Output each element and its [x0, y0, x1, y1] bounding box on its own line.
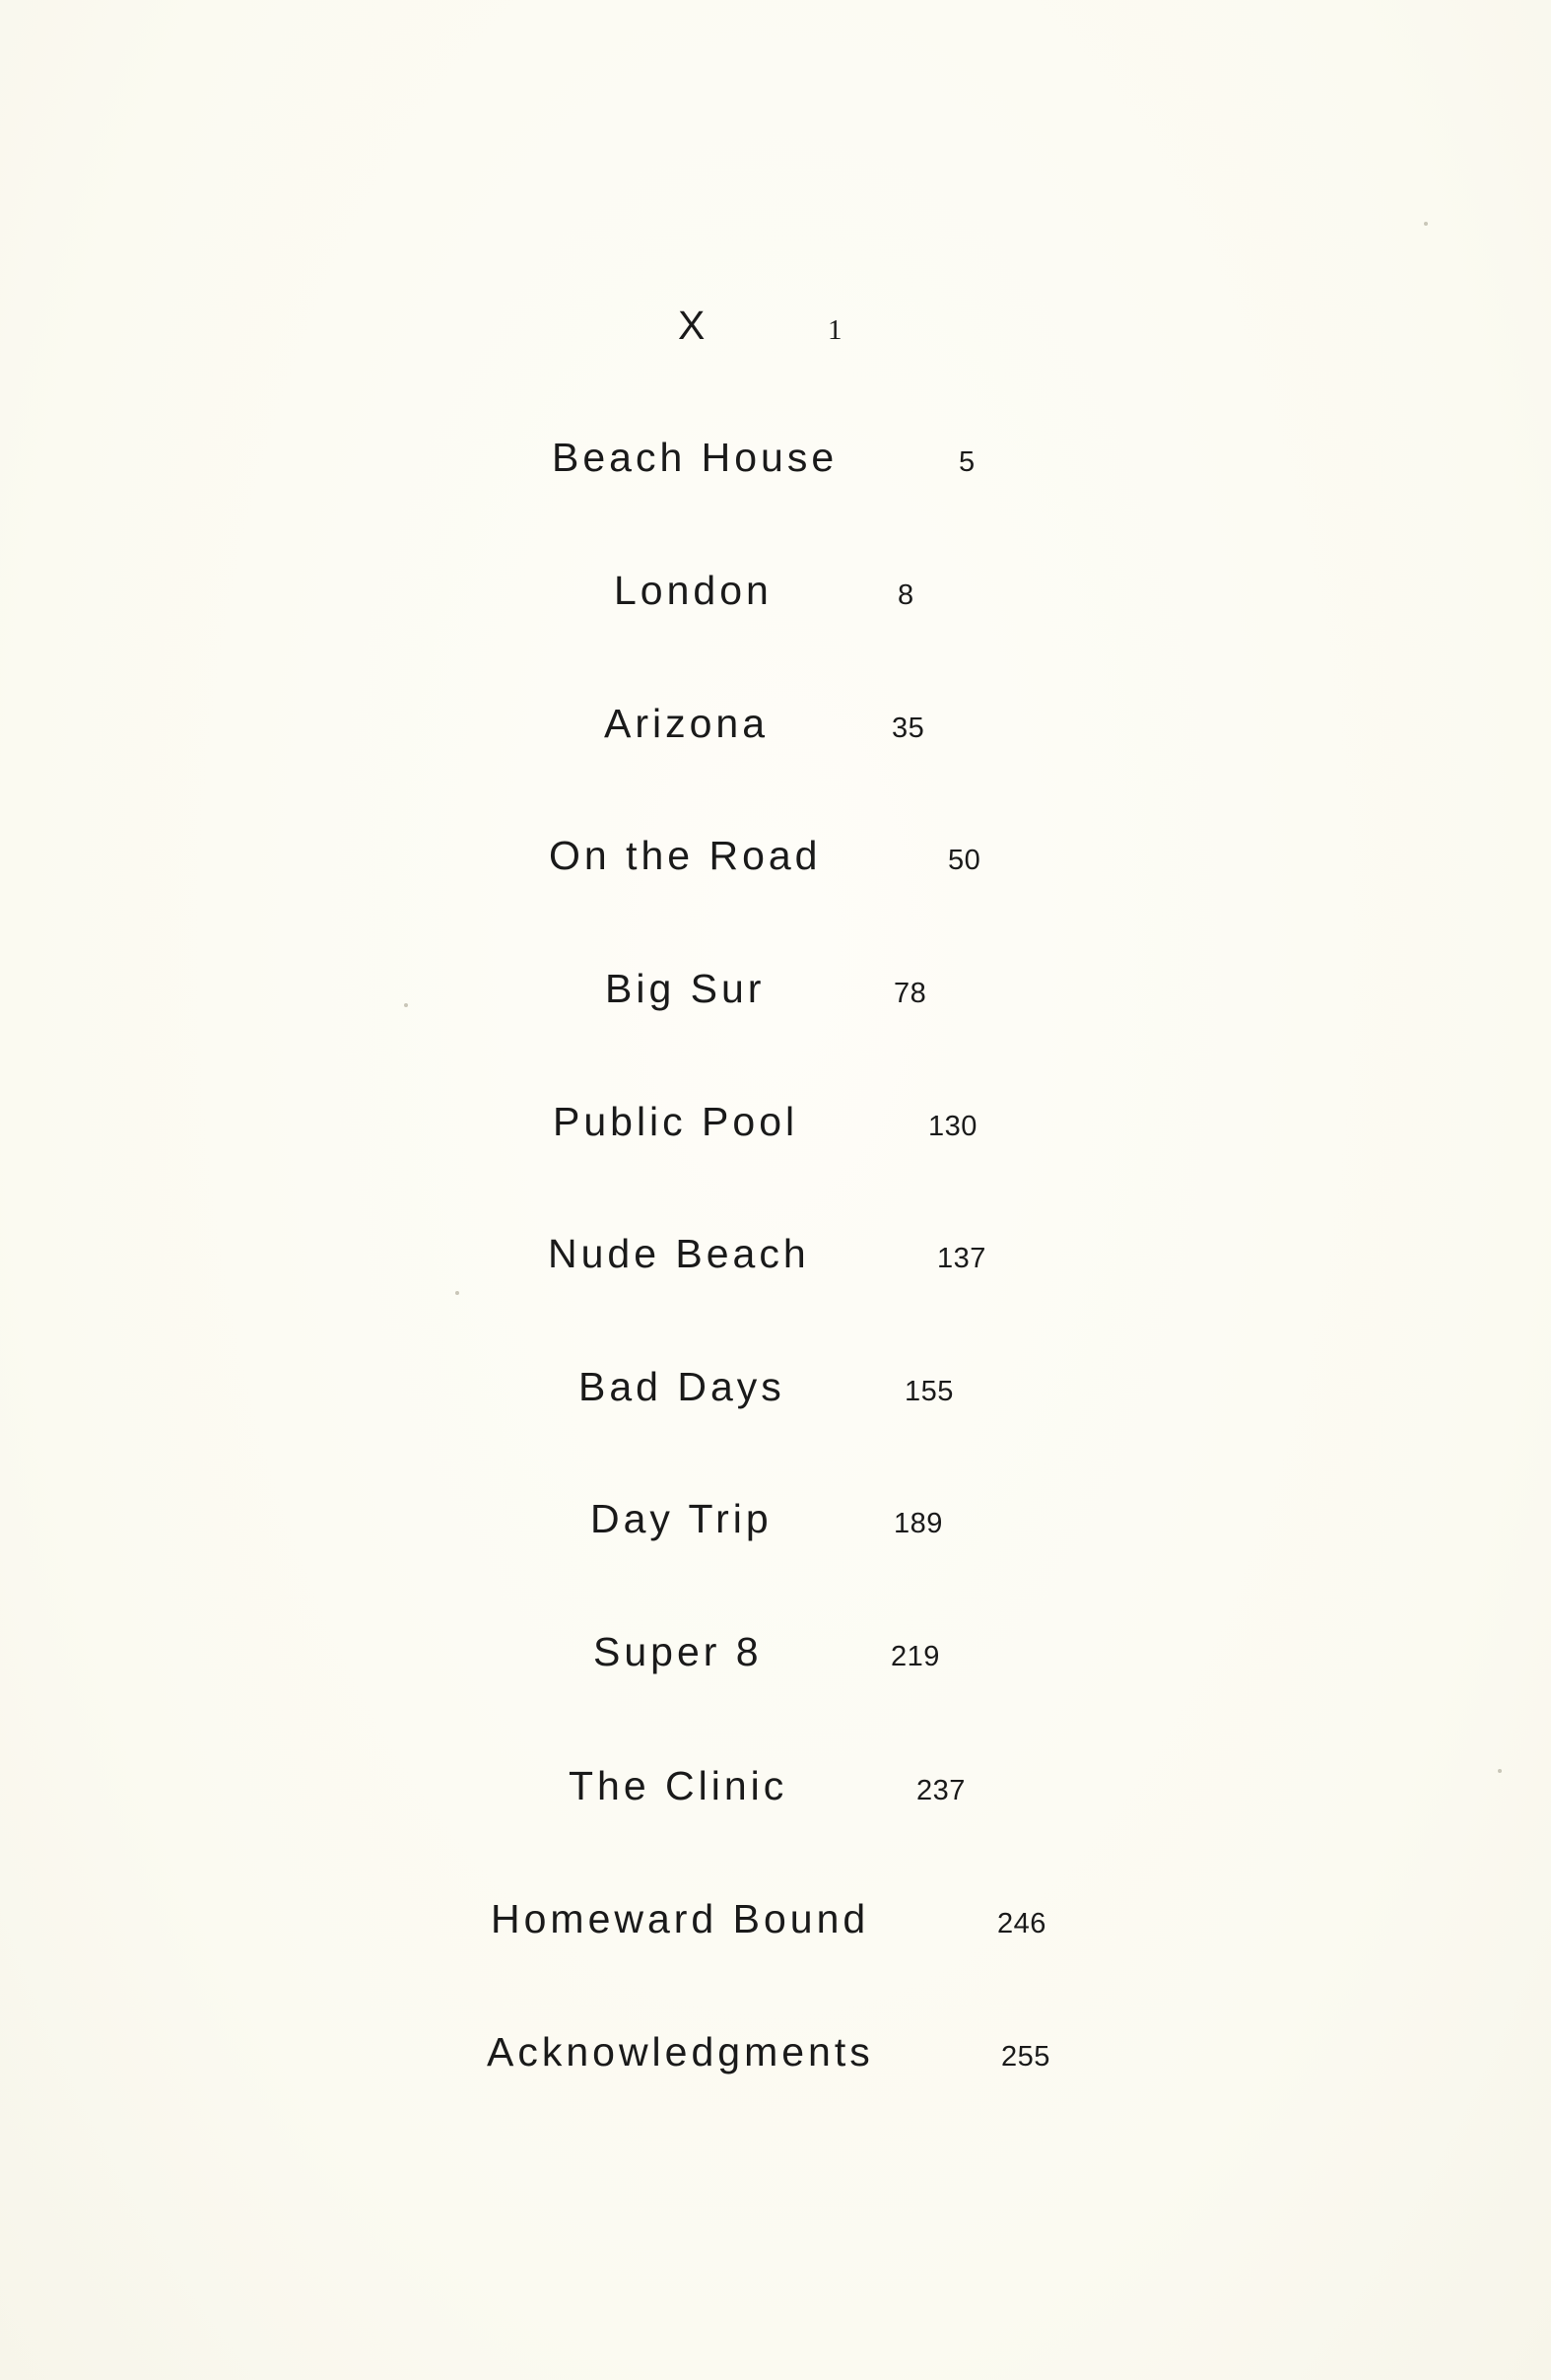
- toc-entry-page-number: 246: [997, 1908, 1046, 1939]
- toc-entry-title: Super 8: [593, 1629, 763, 1674]
- toc-entry-page-number: 5: [959, 446, 976, 478]
- toc-entry-page-number: 155: [905, 1376, 954, 1407]
- toc-entry-page-number: 35: [892, 713, 925, 744]
- toc-entry-page-number: 78: [894, 978, 927, 1009]
- toc-entry-title: Acknowledgments: [487, 2029, 874, 2074]
- toc-entry-title: Day Trip: [590, 1496, 773, 1541]
- toc-entry-title: London: [614, 568, 773, 613]
- toc-entry-page-number: 137: [937, 1243, 986, 1274]
- toc-entry-title: The Clinic: [569, 1763, 788, 1808]
- toc-entry-page-number: 189: [894, 1508, 943, 1539]
- toc-entry-page-number: 237: [916, 1775, 966, 1806]
- toc-entry-page-number: 219: [891, 1641, 940, 1672]
- toc-entry-page-number: 8: [898, 579, 914, 611]
- toc-entry-page-number: 130: [928, 1111, 978, 1142]
- toc-entry-page-number: 1: [828, 314, 843, 346]
- toc-entry-title: Homeward Bound: [491, 1896, 870, 1941]
- toc-entry-title: X: [678, 303, 709, 348]
- toc-entry-title: Nude Beach: [548, 1231, 810, 1276]
- toc-entry-title: Big Sur: [605, 966, 766, 1011]
- toc-entry-page-number: 255: [1001, 2041, 1050, 2073]
- toc-entry-title: Bad Days: [578, 1364, 785, 1409]
- toc-entry-title: Beach House: [552, 435, 839, 480]
- toc-entry-title: Arizona: [604, 701, 770, 746]
- toc-entry-title: Public Pool: [553, 1099, 799, 1144]
- toc-entry-title: On the Road: [549, 833, 822, 878]
- toc-entry-page-number: 50: [948, 845, 981, 876]
